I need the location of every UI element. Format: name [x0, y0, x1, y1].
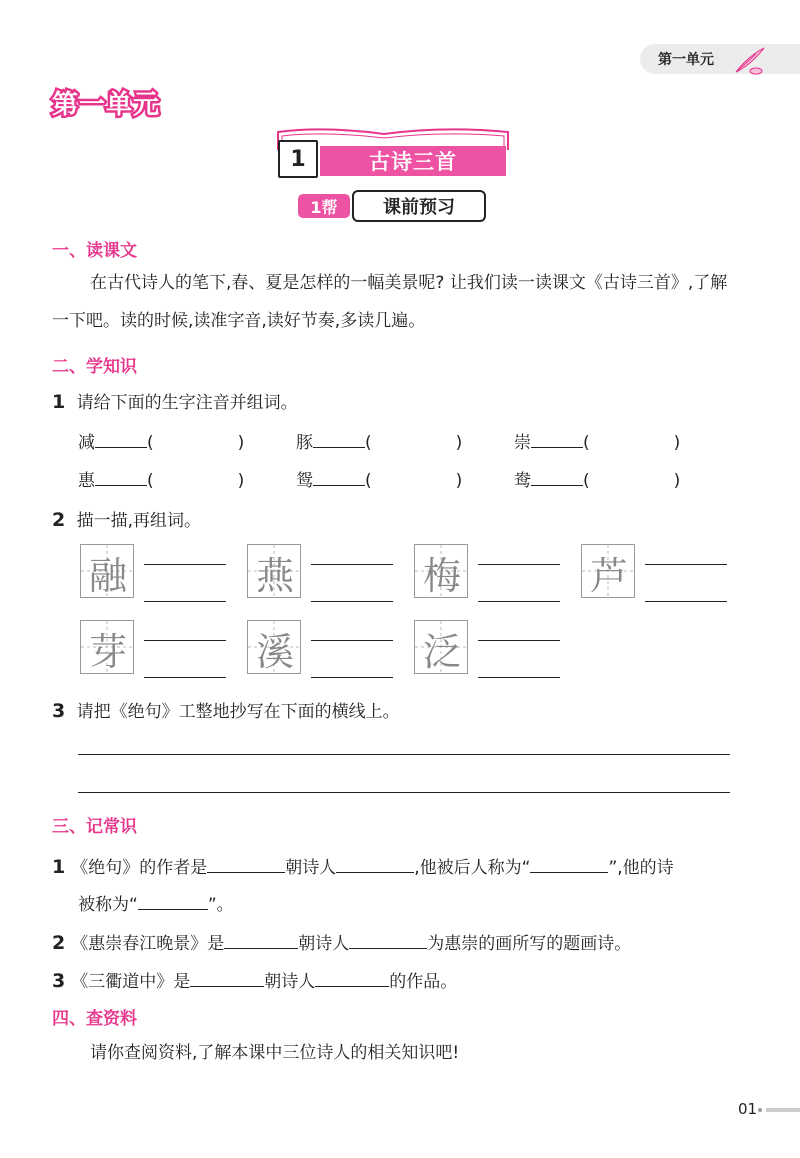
question-3: [52, 697, 400, 722]
remember-item-3: [52, 962, 457, 1001]
word-line[interactable]: [645, 564, 727, 565]
question-number: 3: [52, 700, 66, 722]
unit-title: 第一单元: [52, 90, 161, 120]
copy-line[interactable]: [78, 792, 730, 793]
pinyin-item: [514, 466, 680, 491]
item-text: 《绝句》的作者是: [71, 858, 208, 878]
answer-blank[interactable]: [190, 970, 264, 987]
trace-char: 融: [88, 553, 127, 598]
pinyin-char: 惠: [78, 471, 95, 491]
paren-close: ): [237, 471, 245, 491]
item-text: 《三衢道中》是: [71, 972, 191, 992]
item-text: ,他被后人称为“: [414, 858, 531, 878]
paren-close: ): [673, 433, 681, 453]
question-text: 请给下面的生字注音并组词。: [76, 393, 298, 413]
paren-open: (: [583, 433, 590, 453]
item-text: 朝诗人: [285, 858, 337, 878]
copy-line[interactable]: [78, 754, 730, 755]
tianzige-box: [247, 620, 301, 674]
item-number: 1: [52, 856, 66, 878]
word-line[interactable]: [478, 640, 560, 641]
section-research-text: 请你查阅资料,了解本课中三位诗人的相关知识吧!: [90, 1043, 460, 1063]
item-text: 《惠崇春江晚景》是: [71, 934, 225, 954]
tianzige-box: [80, 620, 134, 674]
page-dot: [758, 1108, 762, 1112]
item-text: 为惠崇的画所写的题画诗。: [427, 934, 632, 954]
item-text: 被称为“: [78, 895, 138, 915]
tianzige-box: [247, 544, 301, 598]
paren-close: ): [673, 471, 681, 491]
paren-close: ): [455, 471, 463, 491]
tianzige-box: [80, 544, 134, 598]
answer-blank[interactable]: [138, 893, 208, 910]
section-heading-research: 四、查资料: [52, 1009, 137, 1029]
answer-blank[interactable]: [349, 932, 427, 949]
item-text: 朝诗人: [264, 972, 316, 992]
word-line[interactable]: [645, 601, 727, 602]
pinyin-item: [78, 428, 244, 453]
answer-blank[interactable]: [313, 469, 365, 486]
pinyin-item: [296, 466, 462, 491]
quill-pen-icon: [732, 46, 768, 80]
paren-open: (: [365, 433, 372, 453]
trace-char: 芽: [88, 629, 127, 674]
section-heading-remember: 三、记常识: [52, 817, 137, 837]
answer-blank[interactable]: [315, 970, 389, 987]
tianzige-box: [414, 620, 468, 674]
answer-blank[interactable]: [313, 431, 365, 448]
tianzige-box: [414, 544, 468, 598]
question-1: [52, 388, 298, 413]
answer-blank[interactable]: [530, 856, 608, 873]
question-2: [52, 506, 201, 531]
paren-close: ): [237, 433, 245, 453]
answer-blank[interactable]: [207, 856, 285, 873]
answer-blank[interactable]: [95, 431, 147, 448]
pinyin-item: [514, 428, 680, 453]
lesson-number: 1: [278, 140, 318, 178]
word-line[interactable]: [478, 601, 560, 602]
question-text: 描一描,再组词。: [76, 511, 202, 531]
section-heading-read: 一、读课文: [52, 241, 137, 261]
section-read-text: 在古代诗人的笔下,春、夏是怎样的一幅美景呢? 让我们读一读课文《古诗三首》,了解一下吧。读的时候,读准字音,读好节奏,多读几遍。: [52, 273, 728, 331]
unit-header-tab: [640, 44, 800, 74]
item-text: ”,他的诗: [608, 858, 674, 878]
tianzige-box: [581, 544, 635, 598]
word-line[interactable]: [311, 640, 393, 641]
answer-blank[interactable]: [224, 932, 298, 949]
word-line[interactable]: [144, 677, 226, 678]
section-heading-learn: 二、学知识: [52, 357, 137, 377]
word-line[interactable]: [144, 564, 226, 565]
word-line[interactable]: [311, 564, 393, 565]
pinyin-char: 豚: [296, 433, 313, 453]
paren-open: (: [147, 471, 154, 491]
word-line[interactable]: [144, 601, 226, 602]
item-text: ”。: [207, 895, 234, 915]
remember-item-2: [52, 924, 631, 963]
paren-open: (: [147, 433, 154, 453]
paren-close: ): [455, 433, 463, 453]
pinyin-item: [296, 428, 462, 453]
page-number: 01: [738, 1100, 758, 1118]
answer-blank[interactable]: [95, 469, 147, 486]
trace-char: 芦: [589, 553, 628, 598]
item-text: 的作品。: [389, 972, 458, 992]
trace-char: 梅: [422, 553, 461, 598]
trace-char: 燕: [255, 553, 294, 598]
word-line[interactable]: [311, 677, 393, 678]
answer-blank[interactable]: [336, 856, 414, 873]
page-bar: [766, 1108, 800, 1112]
pinyin-char: 减: [78, 433, 95, 453]
word-line[interactable]: [311, 601, 393, 602]
pinyin-char: 鸳: [296, 471, 313, 491]
pinyin-char: 崇: [514, 433, 531, 453]
question-number: 1: [52, 391, 66, 413]
lesson-title: 古诗三首: [320, 146, 506, 176]
answer-blank[interactable]: [531, 431, 583, 448]
item-number: 2: [52, 932, 66, 954]
subsection-badge: 1帮: [298, 194, 350, 218]
trace-char: 溪: [255, 629, 294, 674]
word-line[interactable]: [478, 564, 560, 565]
item-text: 朝诗人: [298, 934, 350, 954]
item-number: 3: [52, 970, 66, 992]
trace-char: 泛: [422, 629, 461, 674]
remember-item-1-cont: [78, 886, 234, 924]
subsection-title: 课前预习: [352, 190, 486, 222]
question-number: 2: [52, 509, 66, 531]
unit-header-label: 第一单元: [658, 52, 714, 68]
remember-item-1: [52, 848, 742, 887]
answer-blank[interactable]: [531, 469, 583, 486]
question-text: 请把《绝句》工整地抄写在下面的横线上。: [76, 702, 400, 722]
paren-open: (: [583, 471, 590, 491]
word-line[interactable]: [144, 640, 226, 641]
word-line[interactable]: [478, 677, 560, 678]
paren-open: (: [365, 471, 372, 491]
pinyin-char: 鸯: [514, 471, 531, 491]
pinyin-item: [78, 466, 244, 491]
